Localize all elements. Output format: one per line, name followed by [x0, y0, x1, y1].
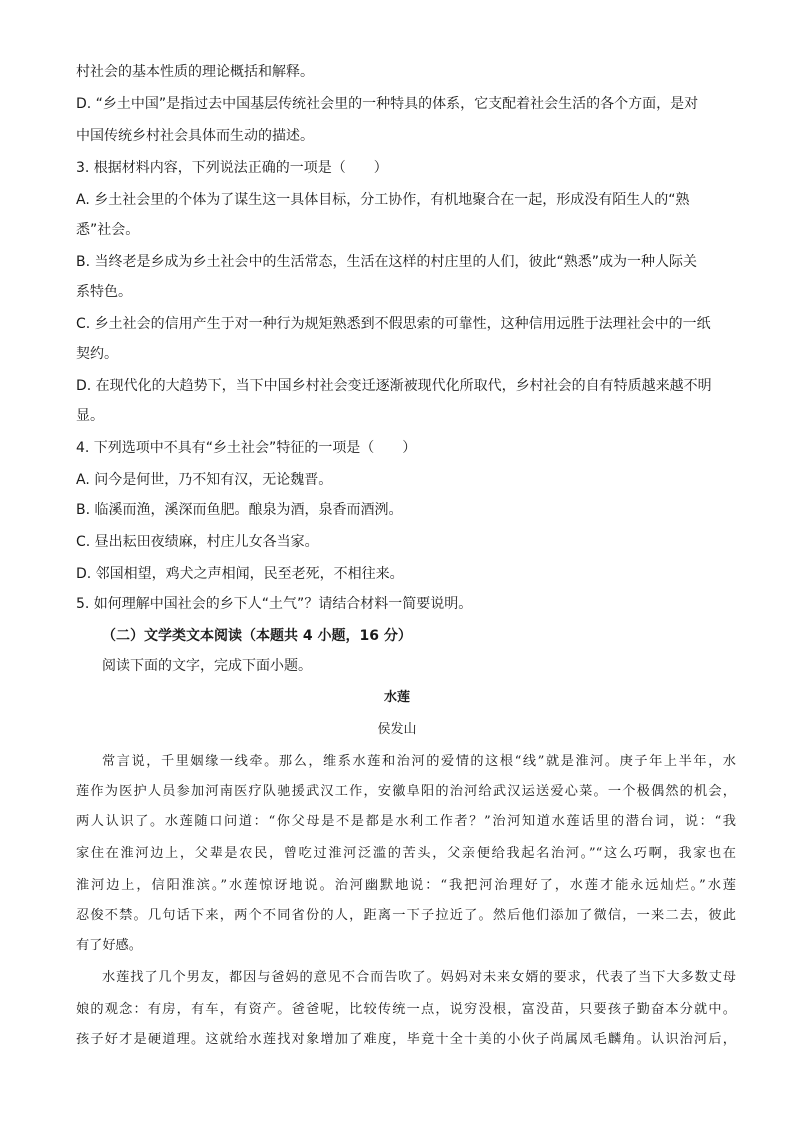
instruction: 阅读下面的文字，完成下面小题。 [102, 658, 312, 674]
story-paragraph-line: 淮河边上，信阳淮滨。”水莲惊讶地说。治河幽默地说：“我把河治理好了，水莲才能永远灿烂。”水莲 [76, 878, 736, 893]
option-line: C. 昼出耘田夜绩麻，村庄儿女各当家。 [76, 534, 319, 550]
option-line: D. “乡土中国”是指过去中国基层传统社会里的一种特具的体系，它支配着社会生活的各个方面，是对 [76, 96, 699, 112]
section-heading: （二）文学类文本阅读（本题共 4 小题，16 分） [102, 628, 412, 644]
question-3: 3. 根据材料内容，下列说法正确的一项是（ ） [76, 160, 388, 176]
option-line: A. 问今是何世，乃不知有汉，无论魏晋。 [76, 472, 333, 488]
text-line: 村社会的基本性质的理论概括和解释。 [76, 64, 314, 80]
story-paragraph-line: 莲作为医护人员参加河南医疗队驰援武汉工作，安徽阜阳的治河给武汉运送爱心菜。一个极偶然的机会， [76, 784, 736, 799]
story-paragraph-line: 娘的观念：有房，有车，有资产。爸爸呢，比较传统一点，说穷没根，富没苗，只要孩子勤奋本分就中。 [76, 1002, 736, 1017]
text-line: 显。 [76, 408, 104, 424]
story-paragraph-line: 家住在淮河边上，父辈是农民，曾吃过淮河泛滥的苦头，父亲便给我起名治河。”“这么巧啊，我家也在 [76, 846, 736, 861]
option-line: B. 临溪而渔，溪深而鱼肥。酿泉为酒，泉香而酒洌。 [76, 502, 403, 518]
story-paragraph-line: 水莲找了几个男友，都因与爸妈的意见不合而告吹了。妈妈对未来女婿的要求，代表了当下大多数丈母 [102, 970, 736, 985]
story-author: 侯发山 [377, 722, 417, 737]
option-line: A. 乡土社会里的个体为了谋生这一具体目标，分工协作，有机地聚合在一起，形成没有陌生人的“熟 [76, 192, 690, 208]
story-paragraph-line: 常言说，千里姻缘一线牵。那么，维系水莲和治河的爱情的这根“线”就是淮河。庚子年上半年，水 [102, 754, 736, 769]
question-4: 4. 下列选项中不具有“乡土社会”特征的一项是（ ） [76, 440, 417, 456]
text-line: 系特色。 [76, 284, 132, 300]
story-paragraph-line: 有了好感。 [76, 938, 142, 953]
option-line: C. 乡土社会的信用产生于对一种行为规矩熟悉到不假思索的可靠性，这种信用远胜于法理社会中的一纸 [76, 316, 711, 332]
story-paragraph-line: 两人认识了。水莲随口问道：“你父母是不是都是水利工作者？”治河知道水莲话里的潜台词，说：“我 [76, 814, 736, 829]
story-title: 水莲 [383, 690, 410, 705]
option-line: D. 邻国相望，鸡犬之声相闻，民至老死，不相往来。 [76, 566, 404, 582]
story-paragraph-line: 忍俊不禁。几句话下来，两个不同省份的人，距离一下子拉近了。然后他们添加了微信，一来二去，彼此 [76, 908, 736, 923]
option-line: D. 在现代化的大趋势下，当下中国乡村社会变迁逐渐被现代化所取代，乡村社会的自有特质越来越不明 [76, 378, 712, 394]
text-line: 悉”社会。 [76, 222, 140, 238]
text-line: 契约。 [76, 346, 118, 362]
option-line: B. 当终老是乡成为乡土社会中的生活常态，生活在这样的村庄里的人们，彼此“熟悉”成为一种人际关 [76, 254, 698, 270]
question-5: 5. 如何理解中国社会的乡下人“土气”？请结合材料一简要说明。 [76, 596, 473, 612]
text-line: 中国传统乡村社会具体而生动的描述。 [76, 128, 314, 144]
story-paragraph-line: 孩子好才是硬道理。这就给水莲找对象增加了难度，毕竟十全十美的小伙子尚属凤毛麟角。认识治河后， [76, 1032, 736, 1047]
